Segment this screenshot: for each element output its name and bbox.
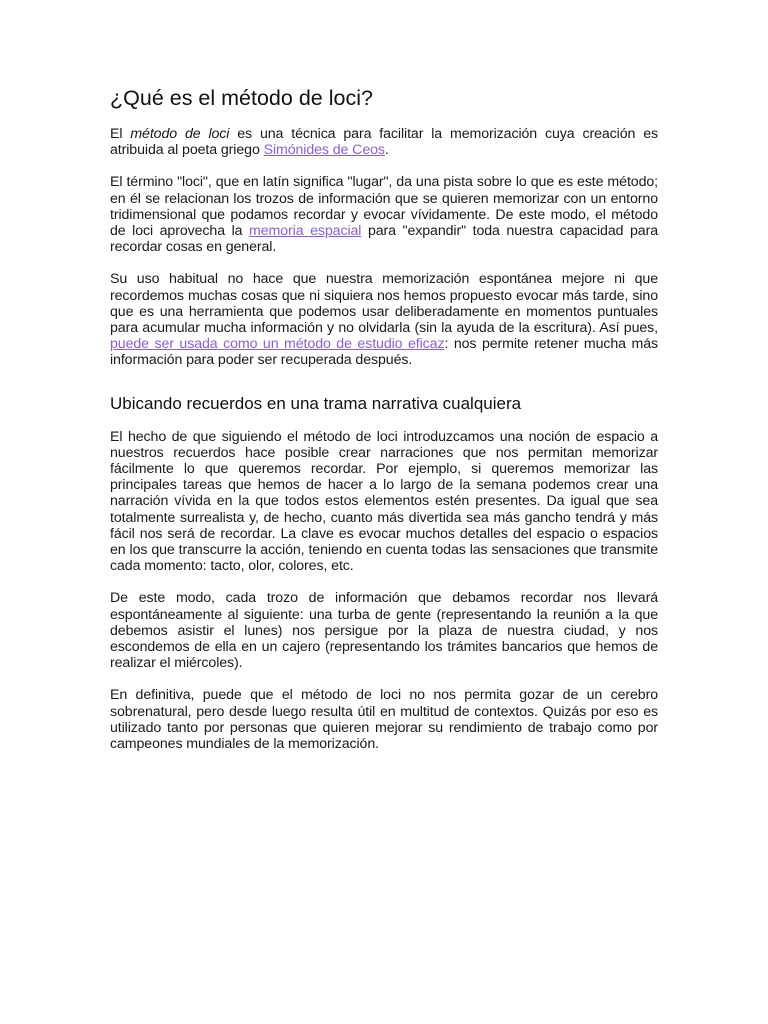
paragraph-conclusion: En definitiva, puede que el método de loci no nos permita gozar de un cerebro sobrenatural, pero desde luego resulta útil en multitud de contextos. Quizás por eso es utilizado tanto por personas que quieren mejorar su rendimiento de trabajo como por campeones mundiales de la memorización. [110,687,658,753]
paragraph-intro [110,126,658,158]
text-run: El término "loci", que en latín significa "lugar", da una pista sobre lo que es este método; en él se relacionan los trozos de información que se quieren memorizar con un entorno tridimensional que podamos recordar y evocar vívidamente. De este modo, el método de loci aprovecha la [110,174,658,240]
section-heading: Ubicando recuerdos en una trama narrativa cualquiera [110,393,522,413]
link-simonides[interactable]: Simónides de Ceos [263,142,385,159]
link-metodo-estudio[interactable]: puede ser usada como un método de estudio eficaz [110,336,445,353]
text-run: es una técnica para facilitar la memorización cuya creación es atribuida al poeta griego [110,126,658,159]
text-run: Su uso habitual no hace que nuestra memorización espontánea mejore ni que recordemos muchas cosas que ni siquiera nos hemos propuesto evocar más tarde, sino que es una herramienta que podemos usar deliberadamente en momentos puntuales para acumular mucha información y no olvidarla (sin la ayuda de la escritura). Así pues, [110,271,658,337]
document-page [110,84,658,768]
text-run: . [384,142,389,159]
emphasis-text: método de loci [130,126,230,142]
text-run: para "expandir" toda nuestra capacidad para recordar cosas en general. [110,223,658,256]
paragraph-uso [110,271,658,368]
link-memoria-espacial[interactable]: memoria espacial [249,223,362,240]
paragraph-termino [110,174,658,255]
paragraph-narracion: El hecho de que siguiendo el método de loci introduzcamos una noción de espacio a nuestros recuerdos hace posible crear narraciones que nos permitan memorizar fácilmente lo que queremos recordar. Por ejemplo, si queremos memorizar las principales tareas que hemos de hacer a lo largo de la semana podemos crear una narración vívida en la que todos estos elementos estén presentes. Da igual que sea totalmente surrealista y, de hecho, cuanto más divertida sea más gancho tendrá y más fácil nos será de recordar. La clave es evocar muchos detalles del espacio o espacios en los que transcurre la acción, teniendo en cuenta todas las sensaciones que transmite cada momento: tacto, olor, colores, etc. [110,428,658,575]
page-title: ¿Qué es el método de loci? [110,86,373,110]
paragraph-ejemplo: De este modo, cada trozo de información que debamos recordar nos llevará espontáneamente al siguiente: una turba de gente (representando la reunión a la que debemos asistir el lunes) nos persigue por la plaza de nuestra ciudad, y nos escondemos de ella en un cajero (representando los trámites bancarios que hemos de realizar el miércoles). [110,590,658,672]
text-run: : nos permite retener mucha más información para poder ser recuperada después. [110,336,658,369]
text-run: El [110,126,131,142]
